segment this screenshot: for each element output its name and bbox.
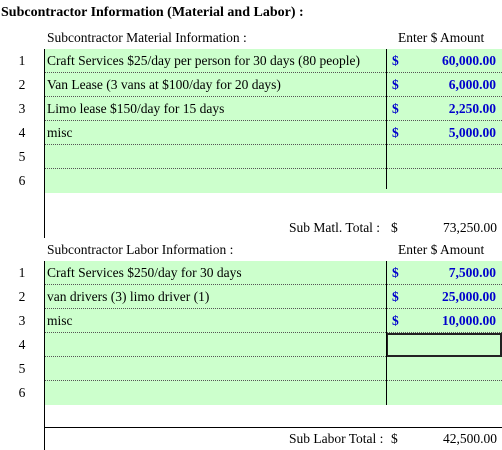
labor-header-amount: Enter $ Amount xyxy=(398,242,485,257)
material-amount-field[interactable] xyxy=(386,145,502,169)
labor-header-label: Subcontractor Labor Information : xyxy=(47,242,234,257)
row-number: 5 xyxy=(18,149,26,164)
material-subtotal-label: Sub Matl. Total : xyxy=(289,220,381,235)
currency-symbol: $ xyxy=(392,77,399,92)
table-row xyxy=(0,357,502,381)
table-row xyxy=(0,169,502,193)
labor-amount-field[interactable] xyxy=(386,381,502,405)
labor-amount-field[interactable] xyxy=(386,333,502,357)
amount-value: 7,500.00 xyxy=(448,265,496,280)
currency-symbol: $ xyxy=(392,101,399,116)
labor-desc-field[interactable] xyxy=(44,333,386,357)
material-header-amount: Enter $ Amount xyxy=(398,30,485,45)
table-row xyxy=(0,309,502,333)
labor-amount-field[interactable] xyxy=(386,357,502,381)
amount-value: 2,250.00 xyxy=(448,101,496,116)
material-desc-field[interactable]: Van Lease (3 vans at $100/day for 20 days) xyxy=(44,73,386,97)
table-row xyxy=(0,145,502,169)
currency-symbol: $ xyxy=(392,289,399,304)
material-desc-field[interactable] xyxy=(44,169,386,193)
material-desc-field[interactable]: Limo lease $150/day for 15 days xyxy=(44,97,386,121)
row-number: 1 xyxy=(18,265,26,280)
material-amount-field[interactable] xyxy=(386,169,502,193)
row-number: 2 xyxy=(18,289,26,304)
row-number: 4 xyxy=(18,337,26,352)
labor-subtotal-currency: $ xyxy=(391,431,398,446)
material-amount-field[interactable] xyxy=(386,97,502,121)
material-amount-field[interactable] xyxy=(386,49,502,73)
table-row xyxy=(0,285,502,309)
labor-desc-field[interactable]: van drivers (3) limo driver (1) xyxy=(44,285,386,309)
amount-value: 5,000.00 xyxy=(448,125,496,140)
table-row xyxy=(0,261,502,285)
material-subtotal-value: 73,250.00 xyxy=(443,220,497,235)
table-row xyxy=(0,381,502,405)
material-amount-field[interactable] xyxy=(386,73,502,97)
table-row xyxy=(0,333,502,357)
currency-symbol: $ xyxy=(392,125,399,140)
material-amount-field[interactable] xyxy=(386,121,502,145)
labor-desc-field[interactable] xyxy=(44,381,386,405)
material-header-label: Subcontractor Material Information : xyxy=(47,30,247,45)
material-desc-field[interactable]: Craft Services $25/day per person for 30 days (80 people) xyxy=(44,49,386,73)
row-number: 2 xyxy=(18,77,26,92)
amount-value: 60,000.00 xyxy=(442,53,496,68)
table-row xyxy=(0,121,502,145)
labor-table-left-border xyxy=(44,261,45,450)
material-table-left-border xyxy=(44,49,45,238)
row-number: 6 xyxy=(18,385,26,400)
row-number: 3 xyxy=(18,101,26,116)
row-number: 6 xyxy=(18,173,26,188)
labor-amount-field[interactable] xyxy=(386,309,502,333)
labor-subtotal-label: Sub Labor Total : xyxy=(289,431,384,446)
table-row xyxy=(0,49,502,73)
labor-amount-field[interactable] xyxy=(386,261,502,285)
material-subtotal-currency: $ xyxy=(391,220,398,235)
currency-symbol: $ xyxy=(392,313,399,328)
amount-value: 10,000.00 xyxy=(442,313,496,328)
row-number: 3 xyxy=(18,313,26,328)
amount-value: 25,000.00 xyxy=(442,289,496,304)
labor-desc-field[interactable]: misc xyxy=(44,309,386,333)
table-row xyxy=(0,73,502,97)
labor-desc-field[interactable] xyxy=(44,357,386,381)
page-title: Subcontractor Information (Material and Labor) : xyxy=(1,5,304,20)
row-number: 5 xyxy=(18,361,26,376)
row-number: 1 xyxy=(18,53,26,68)
currency-symbol: $ xyxy=(392,53,399,68)
labor-subtotal-divider xyxy=(44,427,502,428)
currency-symbol: $ xyxy=(392,265,399,280)
row-number: 4 xyxy=(18,125,26,140)
material-desc-field[interactable] xyxy=(44,145,386,169)
labor-amount-field[interactable] xyxy=(386,285,502,309)
labor-desc-field[interactable]: Craft Services $250/day for 30 days xyxy=(44,261,386,285)
labor-subtotal-value: 42,500.00 xyxy=(443,431,497,446)
material-column-divider xyxy=(386,49,387,189)
amount-value: 6,000.00 xyxy=(448,77,496,92)
material-desc-field[interactable]: misc xyxy=(44,121,386,145)
table-row xyxy=(0,97,502,121)
labor-column-divider xyxy=(386,261,387,405)
